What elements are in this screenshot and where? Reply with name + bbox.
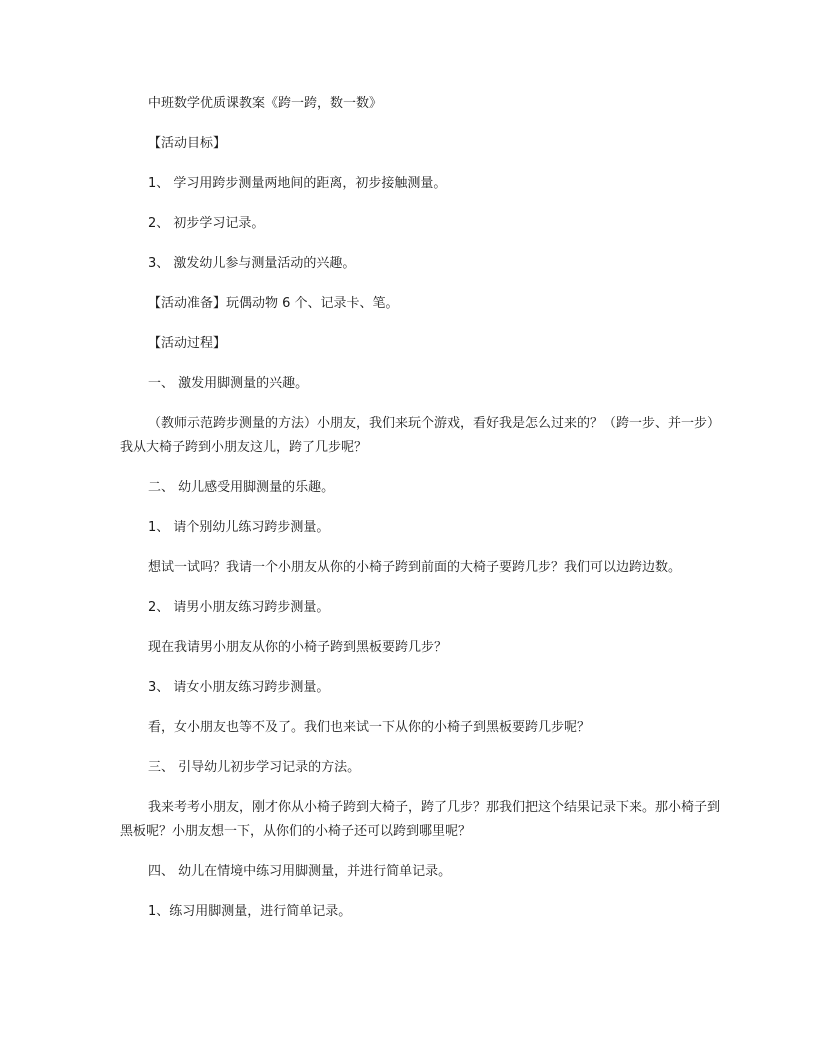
step-2-item-2: 2、 请男小朋友练习跨步测量。 — [148, 600, 330, 615]
document-title: 中班数学优质课教案《跨一跨，数一数》 — [148, 96, 383, 111]
document-body — [120, 92, 720, 940]
step-heading-1: 一、 激发用脚测量的兴趣。 — [148, 376, 309, 391]
step-2-item-3: 3、 请女小朋友练习跨步测量。 — [148, 680, 330, 695]
section-heading-preparation: 【活动准备】玩偶动物 6 个、记录卡、笔。 — [148, 296, 399, 311]
step-3-text: 我来考考小朋友，刚才你从小椅子跨到大椅子，跨了几步？那我们把这个结果记录下来。那小椅子到黑板呢？小朋友想一下，从你们的小椅子还可以跨到哪里呢？ — [120, 800, 721, 839]
step-heading-4: 四、 幼儿在情境中练习用脚测量，并进行简单记录。 — [148, 864, 452, 879]
step-heading-3: 三、 引导幼儿初步学习记录的方法。 — [148, 760, 361, 775]
step-2-item-3-text: 看，女小朋友也等不及了。我们也来试一下从你的小椅子到黑板要跨几步呢？ — [148, 720, 591, 735]
goal-item-3: 3、 激发幼儿参与测量活动的兴趣。 — [148, 256, 356, 271]
goal-item-2: 2、 初步学习记录。 — [148, 216, 265, 231]
step-2-item-1: 1、 请个别幼儿练习跨步测量。 — [148, 520, 330, 535]
step-1-text: （教师示范跨步测量的方法）小朋友，我们来玩个游戏，看好我是怎么过来的？（跨一步、并一步）我从大椅子跨到小朋友这儿，跨了几步呢？ — [120, 416, 721, 455]
step-heading-2: 二、 幼儿感受用脚测量的乐趣。 — [148, 480, 335, 495]
step-2-item-2-text: 现在我请男小朋友从你的小椅子跨到黑板要跨几步？ — [148, 640, 448, 655]
section-heading-process: 【活动过程】 — [148, 336, 227, 351]
section-heading-goals: 【活动目标】 — [148, 136, 227, 151]
step-4-item-1: 1、练习用脚测量，进行简单记录。 — [148, 904, 352, 919]
goal-item-1: 1、 学习用跨步测量两地间的距离，初步接触测量。 — [148, 176, 447, 191]
step-2-item-1-text: 想试一试吗？我请一个小朋友从你的小椅子跨到前面的大椅子要跨几步？我们可以边跨边数。 — [148, 560, 682, 575]
